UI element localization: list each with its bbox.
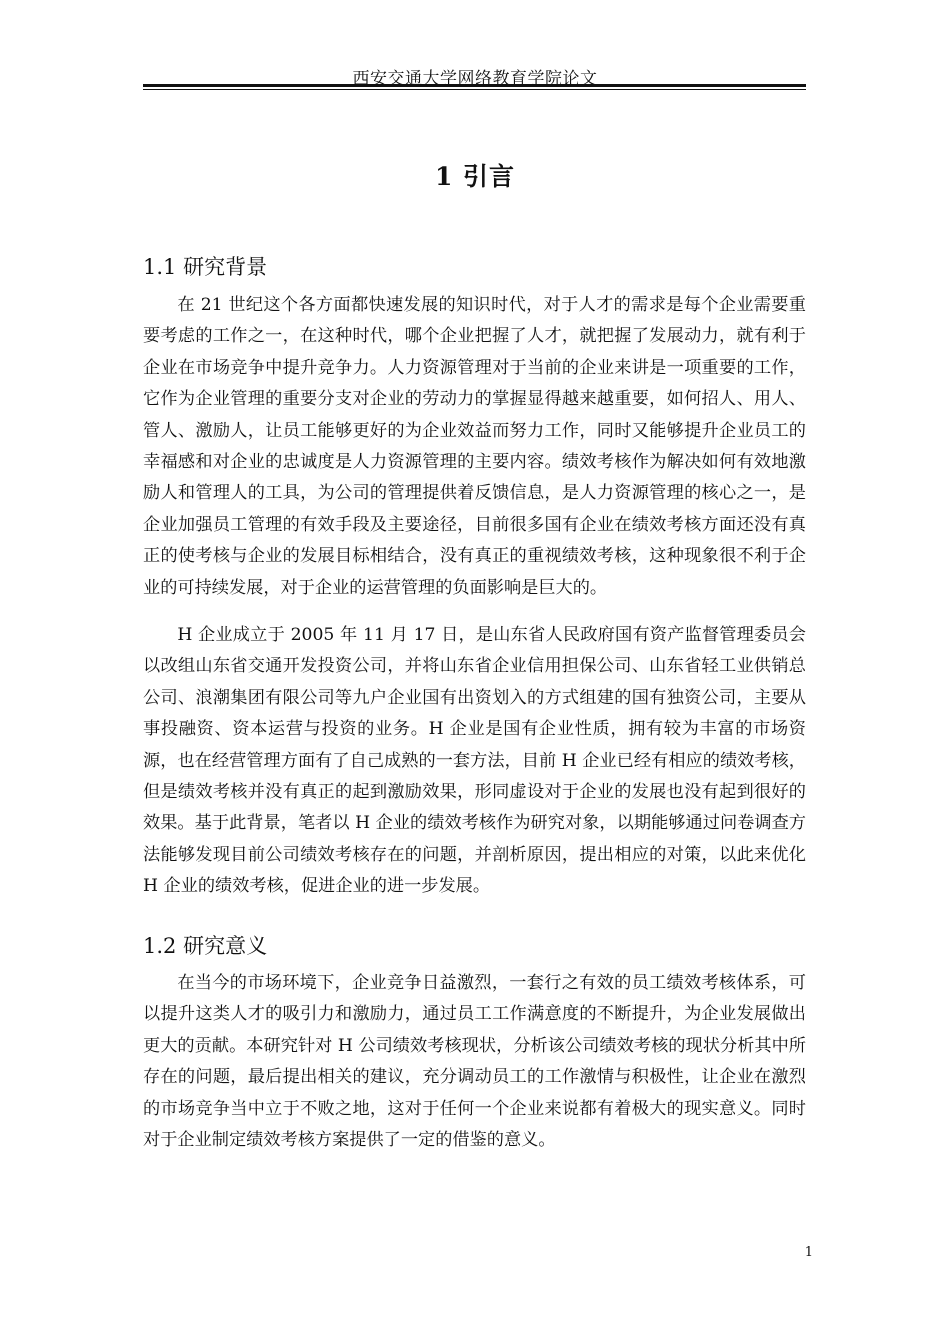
paragraph-background-1: 在 21 世纪这个各方面都快速发展的知识时代，对于人才的需求是每个企业需要重要考虑的工作之一，在这种时代，哪个企业把握了人才，就把握了发展动力，就有利于企业在市场竞争中提升竞争力。人力资源管理对于当前的企业来讲是一项重要的工作，它作为企业管理的重要分支对企业的劳动力的掌握显得越来越重要，如何招人、用人、管人、激励人，让员工能够更好的为企业效益而努力工作，同时又能够提升企业员工的幸福感和对企业的忠诚度是人力资源管理的主要内容。绩效考核作为解决如何有效地激励人和管理人的工具，为公司的管理提供着反馈信息，是人力资源管理的核心之一，是企业加强员工管理的有效手段及主要途径，目前很多国有企业在绩效考核方面还没有真正的使考核与企业的发展目标相结合，没有真正的重视绩效考核，这种现象很不利于企业的可持续发展，对于企业的运营管理的负面影响是巨大的。 — [143, 295, 806, 598]
chapter-title: 1 引言 — [434, 162, 516, 191]
page-number: 1 — [804, 1245, 813, 1260]
header-rule-thick — [143, 84, 806, 87]
paragraph-background-2: H 企业成立于 2005 年 11 月 17 日，是山东省人民政府国有资产监督管理委员会以改组山东省交通开发投资公司，并将山东省企业信用担保公司、山东省轻工业供销总公司、浪潮集团有限公司等九户企业国有出资划入的方式组建的国有独资公司，主要从事投融资、资本运营与投资的业务。H 企业是国有企业性质，拥有较为丰富的市场资源，也在经营管理方面有了自己成熟的一套方法，目前 H 企业已经有相应的绩效考核，但是绩效考核并没有真正的起到激励效果，形同虚设对于企业的发展也没有起到很好的效果。基于此背景，笔者以 H 企业的绩效考核作为研究对象，以期能够通过问卷调查方法能够发现目前公司绩效考核存在的问题，并剖析原因，提出相应的对策，以此来优化 H 企业的绩效考核，促进企业的进一步发展。 — [143, 625, 806, 897]
running-header: 西安交通大学网络教育学院论文 — [352, 69, 598, 89]
section-title-significance: 1.2 研究意义 — [143, 934, 268, 958]
header-rule-thin — [143, 89, 806, 90]
section-title-background: 1.1 研究背景 — [143, 255, 268, 279]
paragraph-significance-1: 在当今的市场环境下，企业竞争日益激烈，一套行之有效的员工绩效考核体系，可以提升这类人才的吸引力和激励力，通过员工工作满意度的不断提升，为企业发展做出更大的贡献。本研究针对 H 公司绩效考核现状，分析该公司绩效考核的现状分析其中所存在的问题，最后提出相关的建议，充分调动员工的工作激情与积极性，让企业在激烈的市场竞争当中立于不败之地，这对于任何一个企业来说都有着极大的现实意义。同时对于企业制定绩效考核方案提供了一定的借鉴的意义。 — [143, 973, 806, 1151]
